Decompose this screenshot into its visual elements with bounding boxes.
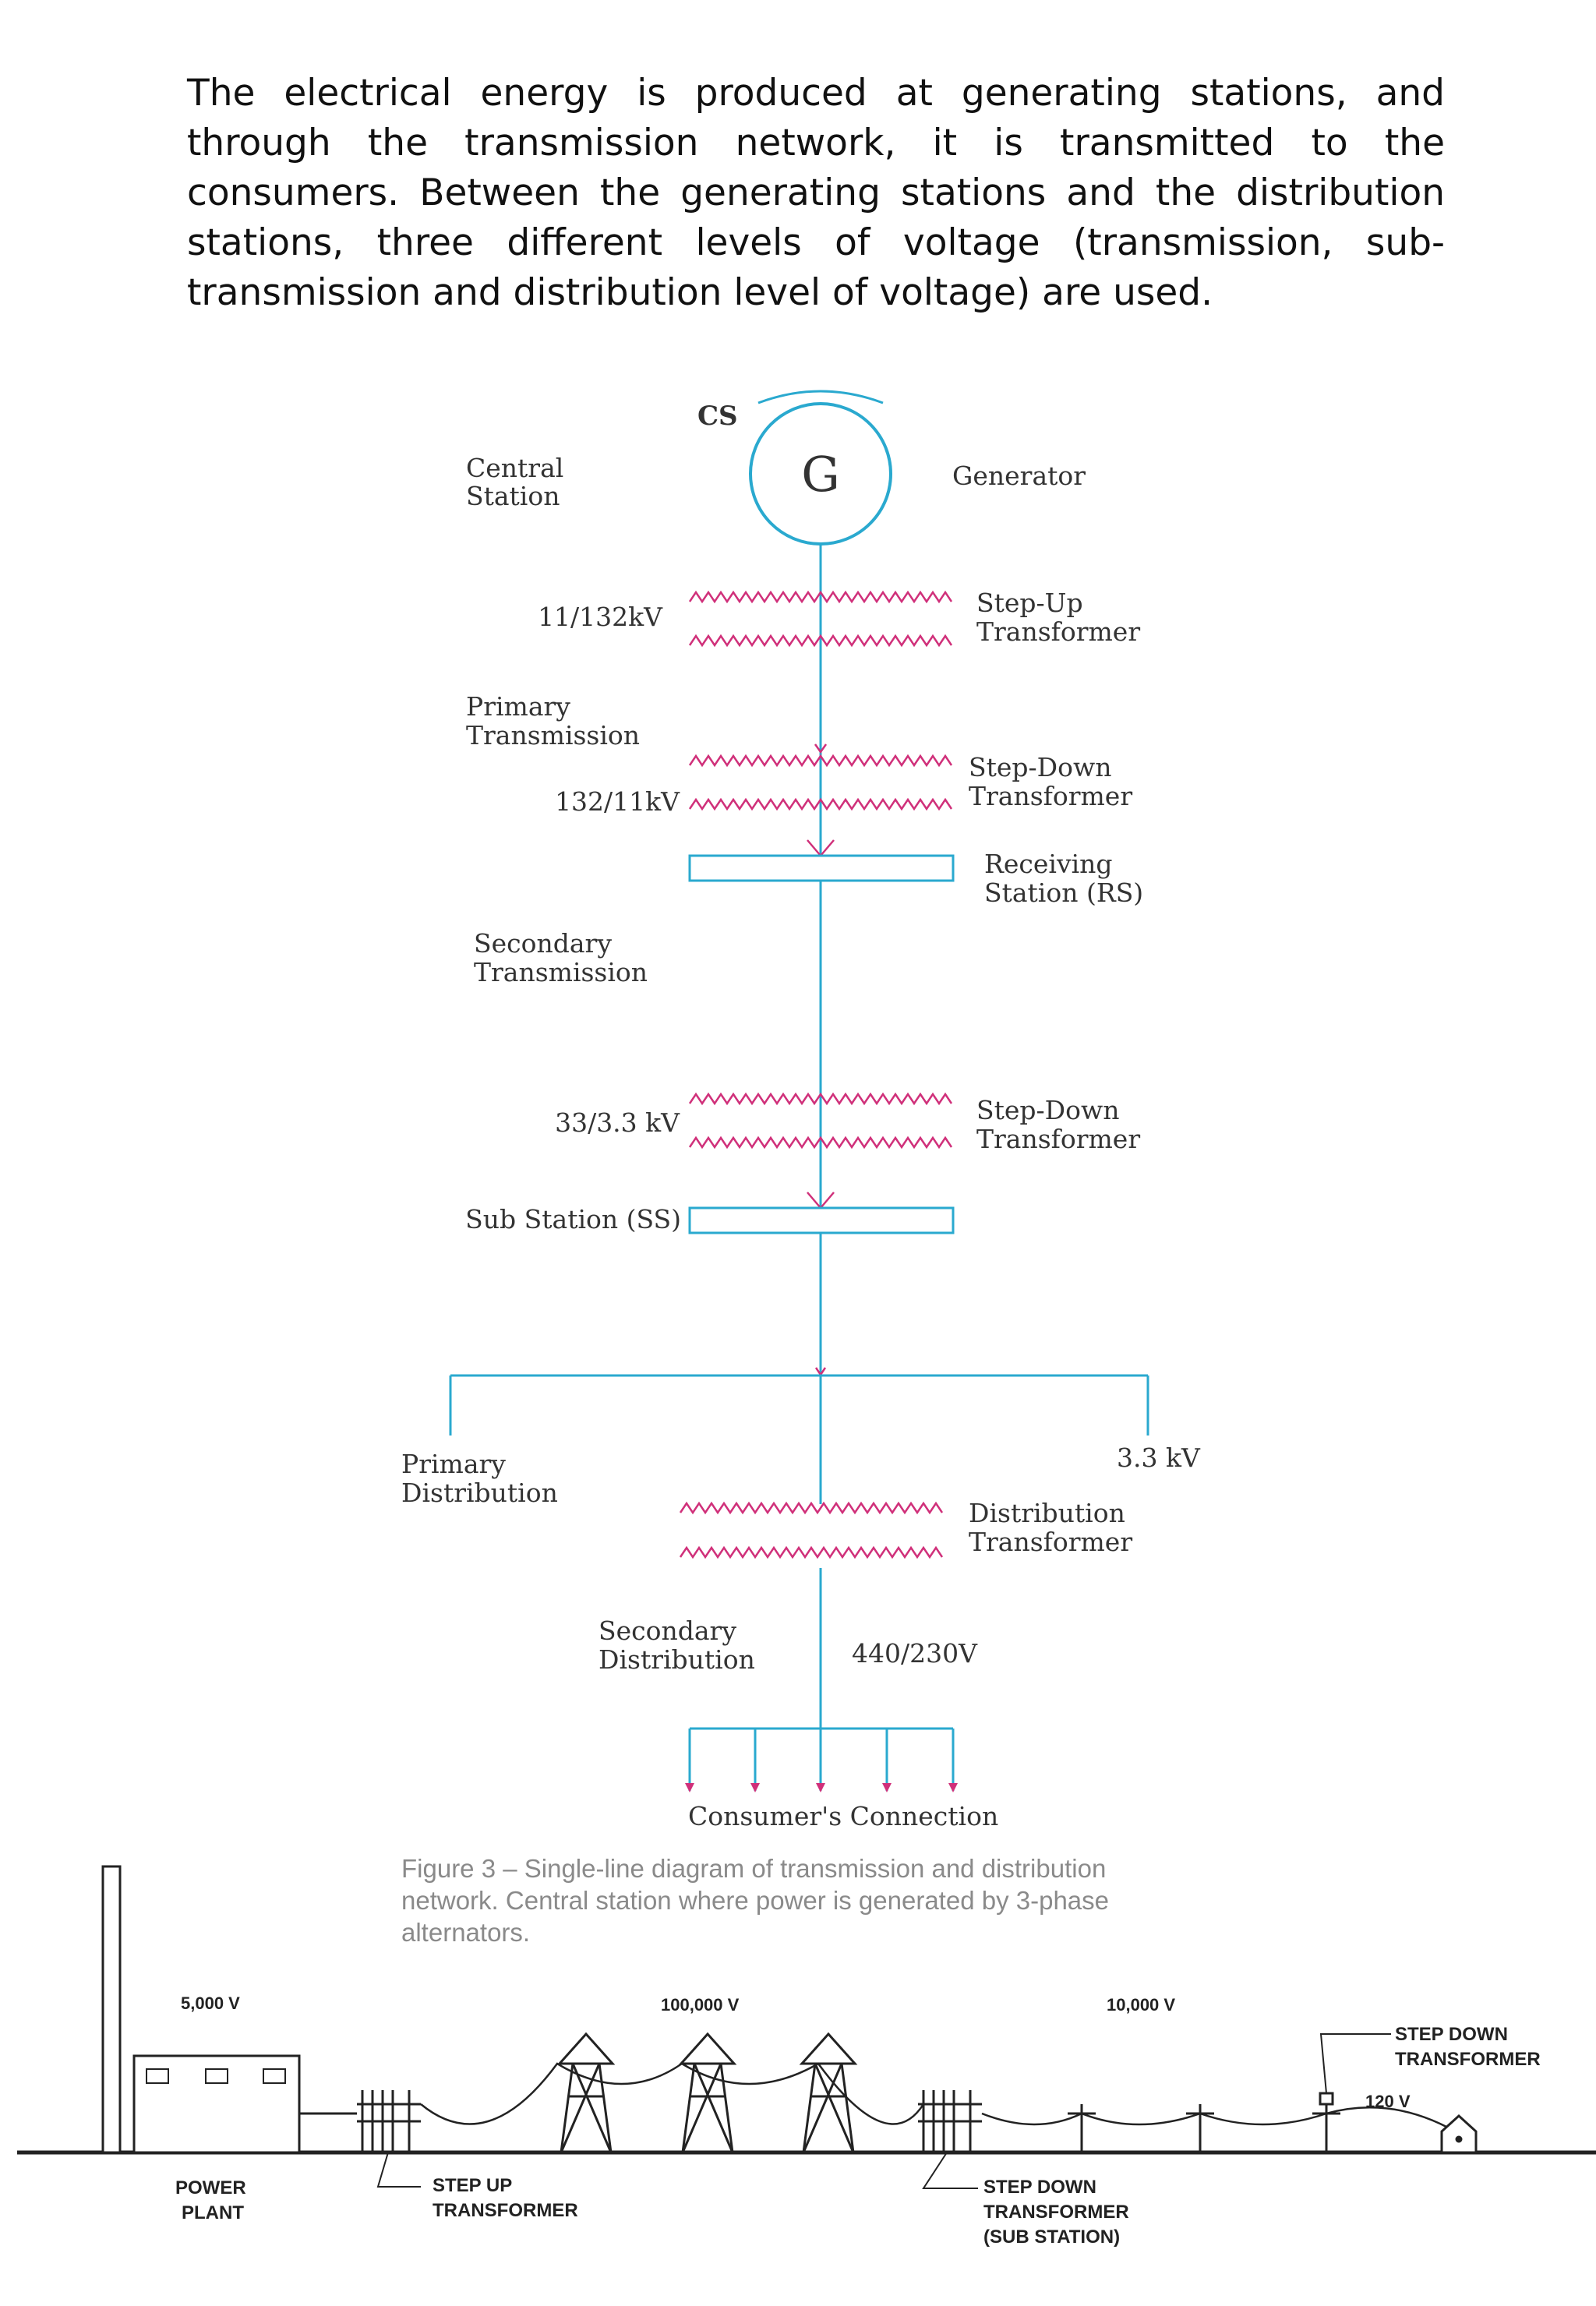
power-plant-label-2: PLANT	[182, 2202, 244, 2223]
step-down-substation-label-3: (SUB STATION)	[983, 2227, 1121, 2248]
distribution-transformer-label-2: Transformer	[969, 1527, 1133, 1557]
step-down-1-voltage-label: 132/11kV	[555, 786, 680, 817]
receiving-station-bus	[690, 856, 953, 881]
step-down-transformer-label-2: TRANSFORMER	[1395, 2049, 1541, 2070]
step-down-2-transformer-label-2: Transformer	[976, 1124, 1141, 1154]
transmission-tower-icon	[560, 2034, 613, 2152]
utility-pole-icon	[1312, 2093, 1340, 2152]
smokestack	[103, 1866, 120, 2152]
caption-line-3: alternators.	[401, 1918, 531, 1947]
step-down-1-transformer-label-2: Transformer	[969, 781, 1133, 811]
secondary-transmission-label-2: Transmission	[474, 957, 648, 987]
power-plant-label-1: POWER	[175, 2177, 246, 2198]
step-down-substation-label-2: TRANSFORMER	[983, 2202, 1129, 2223]
sub-station-label: Sub Station (SS)	[465, 1204, 681, 1234]
step-down-substation-icon	[918, 2090, 982, 2152]
distribution-primary-coil	[680, 1503, 942, 1513]
home-voltage-label: 120 V	[1365, 2092, 1411, 2111]
central-station-label-2: Station	[466, 481, 560, 511]
arrow-down-icon	[882, 1783, 892, 1792]
caption-line-1: Figure 3 – Single-line diagram of transmission and distribution	[401, 1854, 1107, 1883]
distribution-line	[982, 2114, 1326, 2124]
secondary-distribution-label-2: Distribution	[598, 1644, 755, 1675]
receiving-station-label-2: Station (RS)	[984, 878, 1144, 908]
step-up-label-2: TRANSFORMER	[433, 2200, 578, 2221]
distribution-secondary-coil	[680, 1548, 942, 1557]
utility-pole-icon	[1186, 2104, 1214, 2152]
generator-symbol: G	[801, 446, 840, 503]
primary-distribution-label-1: Primary	[401, 1449, 506, 1479]
transmission-voltage-label: 100,000 V	[661, 1995, 740, 2015]
central-station-label-1: Central	[466, 453, 564, 483]
primary-transmission-label-1: Primary	[466, 691, 570, 722]
step-down-1-transformer-label-1: Step-Down	[969, 752, 1112, 782]
receiving-station-label-1: Receiving	[984, 849, 1113, 879]
rotation-arrow-icon	[758, 391, 883, 403]
generator-label: Generator	[952, 461, 1086, 491]
consumer-connection-label: Consumer's Connection	[688, 1801, 999, 1831]
transmission-tower-icon	[802, 2034, 855, 2152]
callout-line	[378, 2152, 421, 2187]
step-down-transformer-label-1: STEP DOWN	[1395, 2024, 1508, 2045]
plant-window	[206, 2069, 228, 2083]
primary-distribution-label-2: Distribution	[401, 1478, 558, 1508]
step-up-label-1: STEP UP	[433, 2175, 513, 2196]
step-down-substation-label-1: STEP DOWN	[983, 2177, 1096, 2198]
arrow-down-icon	[750, 1783, 760, 1792]
sub-voltage-label: 10,000 V	[1107, 1995, 1176, 2015]
step-down-2-voltage-label: 33/3.3 kV	[555, 1107, 680, 1138]
cs-label: CS	[697, 401, 738, 432]
step-up-transformer-icon	[299, 2090, 421, 2152]
distribution-transformer-label-1: Distribution	[969, 1498, 1125, 1528]
plant-window	[147, 2069, 168, 2083]
arrow-down-icon	[816, 1783, 825, 1792]
plant-voltage-label: 5,000 V	[181, 1993, 240, 2013]
step-down-2-transformer-label-1: Step-Down	[976, 1095, 1120, 1125]
utility-pole-icon	[1068, 2104, 1096, 2152]
intro-paragraph: The electrical energy is produced at generating stations, and through the transmission network, it is transmitted to the consumers. Between the generating stations and the distribution stations, three different levels of voltage (transmission, sub-transmission and distribution level of voltage) are used.	[187, 72, 1445, 314]
arrow-down-icon	[685, 1783, 694, 1792]
callout-line	[1321, 2034, 1391, 2093]
sub-station-bus	[690, 1208, 953, 1233]
arrow-down-icon	[948, 1783, 958, 1792]
callout-line	[923, 2152, 978, 2188]
primary-transmission-label-2: Transmission	[466, 720, 641, 750]
step-up-transformer-label-2: Transformer	[976, 616, 1141, 647]
voltage-3-3-label: 3.3 kV	[1117, 1443, 1200, 1473]
secondary-transmission-label-1: Secondary	[474, 928, 612, 959]
step-up-transformer-label-1: Step-Up	[976, 588, 1083, 618]
step-up-voltage-label: 11/132kV	[538, 602, 662, 632]
transmission-tower-icon	[681, 2034, 734, 2152]
caption-line-2: network. Central station where power is generated by 3-phase	[401, 1886, 1109, 1915]
consumer-voltage-label: 440/230V	[852, 1638, 977, 1669]
plant-window	[263, 2069, 285, 2083]
secondary-distribution-label-1: Secondary	[598, 1616, 736, 1646]
house-icon	[1442, 2116, 1476, 2152]
